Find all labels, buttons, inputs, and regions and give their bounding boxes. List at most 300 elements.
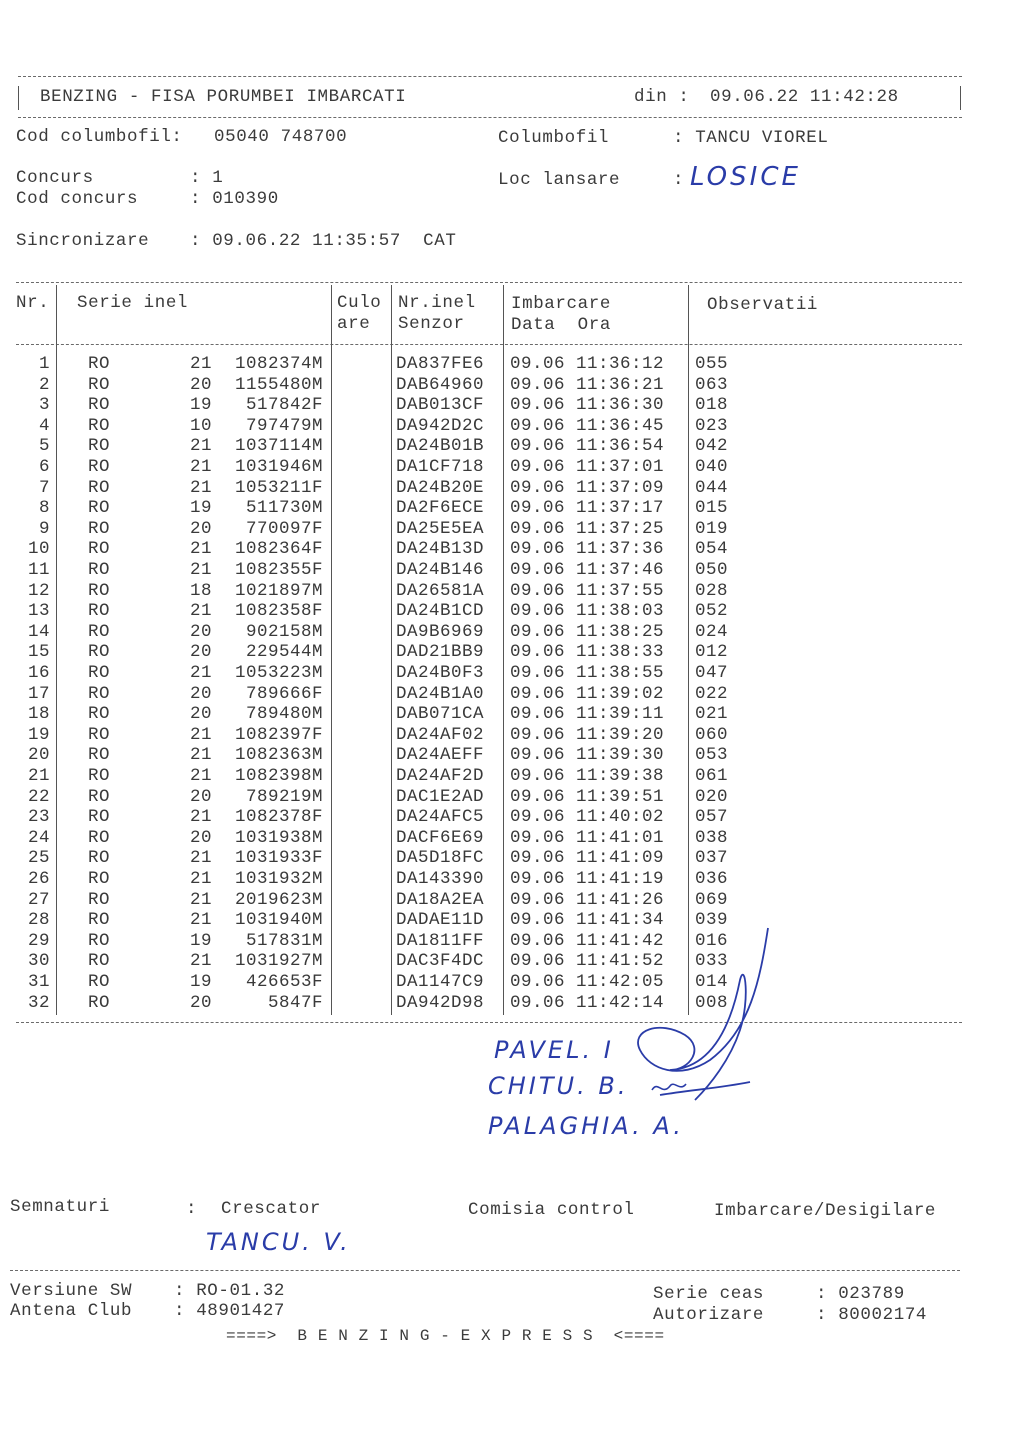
row-number: 5: [38, 436, 50, 457]
ring-number: 517842F: [245, 395, 323, 416]
ring-number: 1082397F: [234, 724, 323, 745]
observation: 018: [695, 395, 729, 416]
ring-year: 21: [189, 869, 212, 889]
ring-number: 1053223M: [234, 663, 323, 683]
ring-country: RO: [88, 848, 111, 869]
table-row: [0, 539, 1024, 560]
observation: 040: [695, 457, 729, 477]
ring-year: 21: [189, 848, 212, 869]
row-number: 10: [27, 539, 50, 560]
ring-country: RO: [88, 518, 111, 539]
serie-ceas-label: Serie ceas: [653, 1284, 765, 1304]
observation: 063: [695, 374, 729, 395]
date-label: din :: [634, 87, 690, 107]
boarding-time: 09.06 11:37:25: [510, 518, 665, 539]
ring-number: 789480M: [245, 704, 323, 725]
ring-number: 1082398M: [234, 766, 323, 786]
sensor-id: DA942D2C: [396, 415, 485, 436]
ring-number: 789666F: [245, 683, 323, 704]
col-header-nr: Nr.: [16, 293, 50, 313]
concurs-value: : 1: [190, 168, 224, 188]
observation: 044: [695, 477, 729, 498]
row-number: 22: [27, 786, 50, 807]
table-row: [0, 890, 1024, 911]
row-number: 25: [27, 848, 50, 869]
ring-country: RO: [88, 539, 111, 560]
ring-country: RO: [88, 642, 111, 663]
header-right-border: [960, 86, 961, 110]
col-header-nr-inel-2: Senzor: [398, 314, 465, 334]
table-row: [0, 931, 1024, 952]
observation: 069: [695, 889, 729, 910]
table-header-rule: [16, 344, 962, 345]
semnaturi-colon: :: [186, 1199, 198, 1219]
columbofil-value: : TANCU VIOREL: [673, 128, 829, 148]
observation: 050: [695, 560, 729, 580]
sensor-id: DA24AFC5: [396, 807, 485, 828]
observation: 014: [695, 972, 729, 992]
table-row: [0, 787, 1024, 808]
observation: 052: [695, 601, 729, 622]
observation: 020: [695, 786, 729, 807]
ring-number: 770097F: [245, 518, 323, 539]
col-header-observatii: Observatii: [707, 295, 819, 315]
boarding-time: 09.06 11:38:33: [510, 642, 665, 663]
table-row: [0, 498, 1024, 519]
row-number: 16: [27, 663, 50, 683]
sensor-id: DA24B13D: [396, 539, 485, 560]
ring-number: 1082355F: [234, 560, 323, 580]
row-number: 20: [27, 745, 50, 766]
ring-country: RO: [88, 395, 111, 416]
ring-number: 902158M: [245, 621, 323, 642]
boarding-time: 09.06 11:36:21: [510, 374, 665, 395]
ring-year: 21: [189, 477, 212, 498]
ring-year: 21: [189, 766, 212, 786]
row-number: 28: [27, 910, 50, 931]
ring-number: 2019623M: [234, 889, 323, 910]
ring-year: 20: [189, 621, 212, 642]
ring-number: 229544M: [245, 642, 323, 663]
observation: 047: [695, 663, 729, 683]
ring-number: 1082364F: [234, 539, 323, 560]
ring-year: 21: [189, 539, 212, 560]
row-number: 15: [27, 642, 50, 663]
row-number: 31: [27, 972, 50, 992]
ring-year: 20: [189, 827, 212, 848]
serie-ceas-value: : 023789: [816, 1284, 905, 1304]
ring-year: 21: [189, 663, 212, 683]
table-row: [0, 354, 1024, 375]
ring-year: 20: [189, 786, 212, 807]
sensor-id: DA24B0F3: [396, 663, 485, 683]
ring-year: 19: [189, 972, 212, 992]
table-row: [0, 519, 1024, 540]
table-row: [0, 993, 1024, 1014]
sensor-id: DA143390: [396, 869, 485, 889]
ring-year: 10: [189, 415, 212, 436]
sensor-id: DAD21BB9: [396, 642, 485, 663]
header-left-border: [18, 86, 19, 110]
cod-columbofil-label: Cod columbofil:: [16, 127, 183, 147]
ring-year: 21: [189, 560, 212, 580]
table-row: [0, 416, 1024, 437]
concurs-label: Concurs: [16, 168, 94, 188]
sensor-id: DA24B20E: [396, 477, 485, 498]
boarding-time: 09.06 11:39:02: [510, 683, 665, 704]
row-number: 12: [27, 580, 50, 601]
antena-club-label: Antena Club: [10, 1301, 133, 1321]
sensor-id: DAB071CA: [396, 704, 485, 725]
row-number: 7: [38, 477, 50, 498]
table-row: [0, 395, 1024, 416]
sensor-id: DAB64960: [396, 374, 485, 395]
row-number: 8: [38, 498, 50, 519]
ring-country: RO: [88, 827, 111, 848]
table-row: [0, 869, 1024, 890]
row-number: 18: [27, 704, 50, 725]
ring-country: RO: [88, 683, 111, 704]
crescator-handwritten: TANCU. V.: [206, 1228, 351, 1256]
ring-number: 1082358F: [234, 601, 323, 622]
sensor-id: DA24B1A0: [396, 683, 485, 704]
table-row: [0, 375, 1024, 396]
boarding-time: 09.06 11:41:52: [510, 951, 665, 972]
boarding-time: 09.06 11:36:54: [510, 436, 665, 457]
loc-lansare-label: Loc lansare: [498, 170, 621, 190]
ring-year: 21: [189, 724, 212, 745]
ring-number: 5847F: [267, 992, 323, 1013]
table-row: [0, 684, 1024, 705]
cod-concurs-label: Cod concurs: [16, 189, 139, 209]
ring-country: RO: [88, 704, 111, 725]
boarding-time: 09.06 11:39:20: [510, 724, 665, 745]
ring-country: RO: [88, 601, 111, 622]
sensor-id: DA24AF02: [396, 724, 485, 745]
row-number: 27: [27, 889, 50, 910]
table-row: [0, 601, 1024, 622]
table-row: [0, 663, 1024, 684]
ring-number: 1031932M: [234, 869, 323, 889]
col-header-culoare-1: Culo: [337, 293, 382, 313]
boarding-time: 09.06 11:39:38: [510, 766, 665, 786]
table-row: [0, 725, 1024, 746]
observation: 015: [695, 498, 729, 519]
sincronizare-label: Sincronizare: [16, 231, 150, 251]
handwritten-name-3: PALAGHIA. A.: [488, 1112, 684, 1140]
row-number: 23: [27, 807, 50, 828]
autorizare-value: : 80002174: [816, 1305, 928, 1325]
boarding-time: 09.06 11:37:46: [510, 560, 665, 580]
table-row: [0, 478, 1024, 499]
col-header-nr-inel-1: Nr.inel: [398, 293, 476, 313]
observation: 055: [695, 354, 729, 374]
ring-year: 19: [189, 395, 212, 416]
autorizare-label: Autorizare: [653, 1305, 765, 1325]
columbofil-label: Columbofil: [498, 128, 610, 148]
sincronizare-value: : 09.06.22 11:35:57 CAT: [190, 231, 457, 251]
antena-club-value: : 48901427: [174, 1301, 286, 1321]
sensor-id: DA24B01B: [396, 436, 485, 457]
table-row: [0, 848, 1024, 869]
col-header-serie-inel: Serie inel: [77, 293, 189, 313]
table-row: [0, 972, 1024, 993]
boarding-time: 09.06 11:38:03: [510, 601, 665, 622]
col-header-imbarcare-2: Data Ora: [511, 315, 611, 335]
ring-year: 20: [189, 992, 212, 1013]
ring-number: 426653F: [245, 972, 323, 992]
crescator-label: Crescator: [221, 1199, 321, 1219]
loc-lansare-colon: :: [673, 170, 685, 190]
observation: 042: [695, 436, 729, 457]
ring-country: RO: [88, 560, 111, 580]
row-number: 24: [27, 827, 50, 848]
boarding-time: 09.06 11:41:26: [510, 889, 665, 910]
observation: 008: [695, 992, 729, 1013]
ring-country: RO: [88, 807, 111, 828]
ring-year: 20: [189, 704, 212, 725]
observation: 061: [695, 766, 729, 786]
handwritten-name-2: CHITU. B.: [488, 1072, 629, 1100]
sensor-id: DA1811FF: [396, 930, 485, 951]
observation: 060: [695, 724, 729, 745]
ring-number: 1082378F: [234, 807, 323, 828]
benzing-express-brand: ====> B E N Z I N G - E X P R E S S <====: [226, 1327, 665, 1345]
sensor-id: DAC3F4DC: [396, 951, 485, 972]
table-row: [0, 622, 1024, 643]
boarding-time: 09.06 11:39:30: [510, 745, 665, 766]
handwritten-signature: [600, 920, 790, 1120]
ring-year: 20: [189, 374, 212, 395]
ring-country: RO: [88, 972, 111, 992]
ring-year: 21: [189, 457, 212, 477]
row-number: 6: [38, 457, 50, 477]
boarding-time: 09.06 11:41:09: [510, 848, 665, 869]
ring-year: 21: [189, 807, 212, 828]
boarding-time: 09.06 11:38:25: [510, 621, 665, 642]
table-row: [0, 457, 1024, 478]
ring-year: 18: [189, 580, 212, 601]
sensor-id: DAC1E2AD: [396, 786, 485, 807]
ring-number: 1031946M: [234, 457, 323, 477]
ring-country: RO: [88, 457, 111, 477]
observation: 053: [695, 745, 729, 766]
sensor-id: DA1CF718: [396, 457, 485, 477]
ring-country: RO: [88, 724, 111, 745]
sensor-id: DA24AF2D: [396, 766, 485, 786]
row-number: 9: [38, 518, 50, 539]
header-top-rule: [18, 76, 962, 77]
ring-country: RO: [88, 766, 111, 786]
sensor-id: DA18A2EA: [396, 889, 485, 910]
observation: 038: [695, 827, 729, 848]
ring-number: 1021897M: [234, 580, 323, 601]
boarding-time: 09.06 11:42:05: [510, 972, 665, 992]
observation: 012: [695, 642, 729, 663]
row-number: 3: [38, 395, 50, 416]
table-row: [0, 642, 1024, 663]
sensor-id: DACF6E69: [396, 827, 485, 848]
table-bottom-rule: [16, 1022, 962, 1023]
ring-country: RO: [88, 786, 111, 807]
observation: 022: [695, 683, 729, 704]
row-number: 4: [38, 415, 50, 436]
ring-country: RO: [88, 869, 111, 889]
boarding-time: 09.06 11:36:45: [510, 415, 665, 436]
row-number: 17: [27, 683, 50, 704]
boarding-time: 09.06 11:41:42: [510, 930, 665, 951]
ring-country: RO: [88, 745, 111, 766]
versiune-sw-value: : RO-01.32: [174, 1281, 286, 1301]
row-number: 1: [38, 354, 50, 374]
observation: 054: [695, 539, 729, 560]
ring-number: 1082374M: [234, 354, 323, 374]
boarding-time: 09.06 11:37:09: [510, 477, 665, 498]
ring-number: 1031938M: [234, 827, 323, 848]
header-bottom-rule: [18, 117, 962, 118]
ring-year: 19: [189, 498, 212, 519]
imbarcare-desigilare-label: Imbarcare/Desigilare: [714, 1201, 937, 1221]
ring-number: 797479M: [245, 415, 323, 436]
date-value: 09.06.22 11:42:28: [710, 87, 899, 107]
sensor-id: DA24B146: [396, 560, 485, 580]
loc-lansare-handwritten: LOSICE: [690, 162, 801, 192]
boarding-time: 09.06 11:42:14: [510, 992, 665, 1013]
ring-country: RO: [88, 889, 111, 910]
sensor-id: DA24AEFF: [396, 745, 485, 766]
ring-number: 1155480M: [234, 374, 323, 395]
ring-number: 511730M: [245, 498, 323, 519]
ring-year: 20: [189, 642, 212, 663]
sensor-id: DA25E5EA: [396, 518, 485, 539]
table-row: [0, 951, 1024, 972]
col-header-imbarcare-1: Imbarcare: [511, 294, 611, 314]
ring-country: RO: [88, 498, 111, 519]
row-number: 13: [27, 601, 50, 622]
ring-country: RO: [88, 910, 111, 931]
row-number: 32: [27, 992, 50, 1013]
sensor-id: DA942D98: [396, 992, 485, 1013]
table-row: [0, 910, 1024, 931]
comisia-control-label: Comisia control: [468, 1200, 635, 1220]
ring-year: 19: [189, 930, 212, 951]
boarding-time: 09.06 11:37:55: [510, 580, 665, 601]
table-row: [0, 581, 1024, 602]
ring-year: 20: [189, 683, 212, 704]
sensor-id: DA26581A: [396, 580, 485, 601]
observation: 033: [695, 951, 729, 972]
boarding-time: 09.06 11:37:17: [510, 498, 665, 519]
table-row: [0, 704, 1024, 725]
ring-country: RO: [88, 930, 111, 951]
observation: 019: [695, 518, 729, 539]
row-number: 2: [38, 374, 50, 395]
ring-number: 1037114M: [234, 436, 323, 457]
ring-country: RO: [88, 415, 111, 436]
observation: 039: [695, 910, 729, 931]
observation: 028: [695, 580, 729, 601]
ring-country: RO: [88, 354, 111, 374]
boarding-time: 09.06 11:39:11: [510, 704, 665, 725]
observation: 057: [695, 807, 729, 828]
ring-year: 21: [189, 354, 212, 374]
observation: 037: [695, 848, 729, 869]
table-row: [0, 807, 1024, 828]
sensor-id: DA837FE6: [396, 354, 485, 374]
ring-number: 1053211F: [234, 477, 323, 498]
document-title: BENZING - FISA PORUMBEI IMBARCATI: [40, 87, 407, 107]
observation: 024: [695, 621, 729, 642]
sensor-id: DADAE11D: [396, 910, 485, 931]
boarding-time: 09.06 11:40:02: [510, 807, 665, 828]
ring-number: 789219M: [245, 786, 323, 807]
sensor-id: DA5D18FC: [396, 848, 485, 869]
boarding-time: 09.06 11:39:51: [510, 786, 665, 807]
ring-year: 21: [189, 951, 212, 972]
ring-country: RO: [88, 436, 111, 457]
sensor-id: DA24B1CD: [396, 601, 485, 622]
ring-country: RO: [88, 992, 111, 1013]
ring-number: 1031933F: [234, 848, 323, 869]
observation: 016: [695, 930, 729, 951]
boarding-time: 09.06 11:37:01: [510, 457, 665, 477]
ring-year: 21: [189, 910, 212, 931]
cod-concurs-value: : 010390: [190, 189, 279, 209]
row-number: 29: [27, 930, 50, 951]
ring-year: 21: [189, 436, 212, 457]
boarding-time: 09.06 11:41:01: [510, 827, 665, 848]
sensor-id: DA2F6ECE: [396, 498, 485, 519]
ring-country: RO: [88, 663, 111, 683]
boarding-time: 09.06 11:36:30: [510, 395, 665, 416]
ring-number: 1031940M: [234, 910, 323, 931]
ring-number: 517831M: [245, 930, 323, 951]
footer-rule: [10, 1270, 960, 1271]
handwritten-name-1: PAVEL. I: [494, 1036, 614, 1064]
boarding-time: 09.06 11:41:19: [510, 869, 665, 889]
ring-year: 21: [189, 745, 212, 766]
sensor-id: DA1147C9: [396, 972, 485, 992]
sensor-id: DA9B6969: [396, 621, 485, 642]
table-top-rule: [16, 282, 962, 283]
row-number: 14: [27, 621, 50, 642]
boarding-time: 09.06 11:36:12: [510, 354, 665, 374]
ring-year: 20: [189, 518, 212, 539]
sensor-id: DAB013CF: [396, 395, 485, 416]
ring-year: 21: [189, 601, 212, 622]
semnaturi-label: Semnaturi: [10, 1197, 110, 1217]
table-row: [0, 436, 1024, 457]
observation: 023: [695, 415, 729, 436]
ring-year: 21: [189, 889, 212, 910]
ring-country: RO: [88, 951, 111, 972]
row-number: 26: [27, 869, 50, 889]
ring-country: RO: [88, 621, 111, 642]
ring-number: 1082363M: [234, 745, 323, 766]
boarding-time: 09.06 11:37:36: [510, 539, 665, 560]
table-row: [0, 745, 1024, 766]
ring-number: 1031927M: [234, 951, 323, 972]
ring-country: RO: [88, 580, 111, 601]
row-number: 21: [27, 766, 50, 786]
observation: 021: [695, 704, 729, 725]
table-row: [0, 828, 1024, 849]
boarding-time: 09.06 11:38:55: [510, 663, 665, 683]
ring-country: RO: [88, 477, 111, 498]
versiune-sw-label: Versiune SW: [10, 1281, 133, 1301]
col-header-culoare-2: are: [337, 314, 371, 334]
cod-columbofil-value: 05040 748700: [214, 127, 348, 147]
